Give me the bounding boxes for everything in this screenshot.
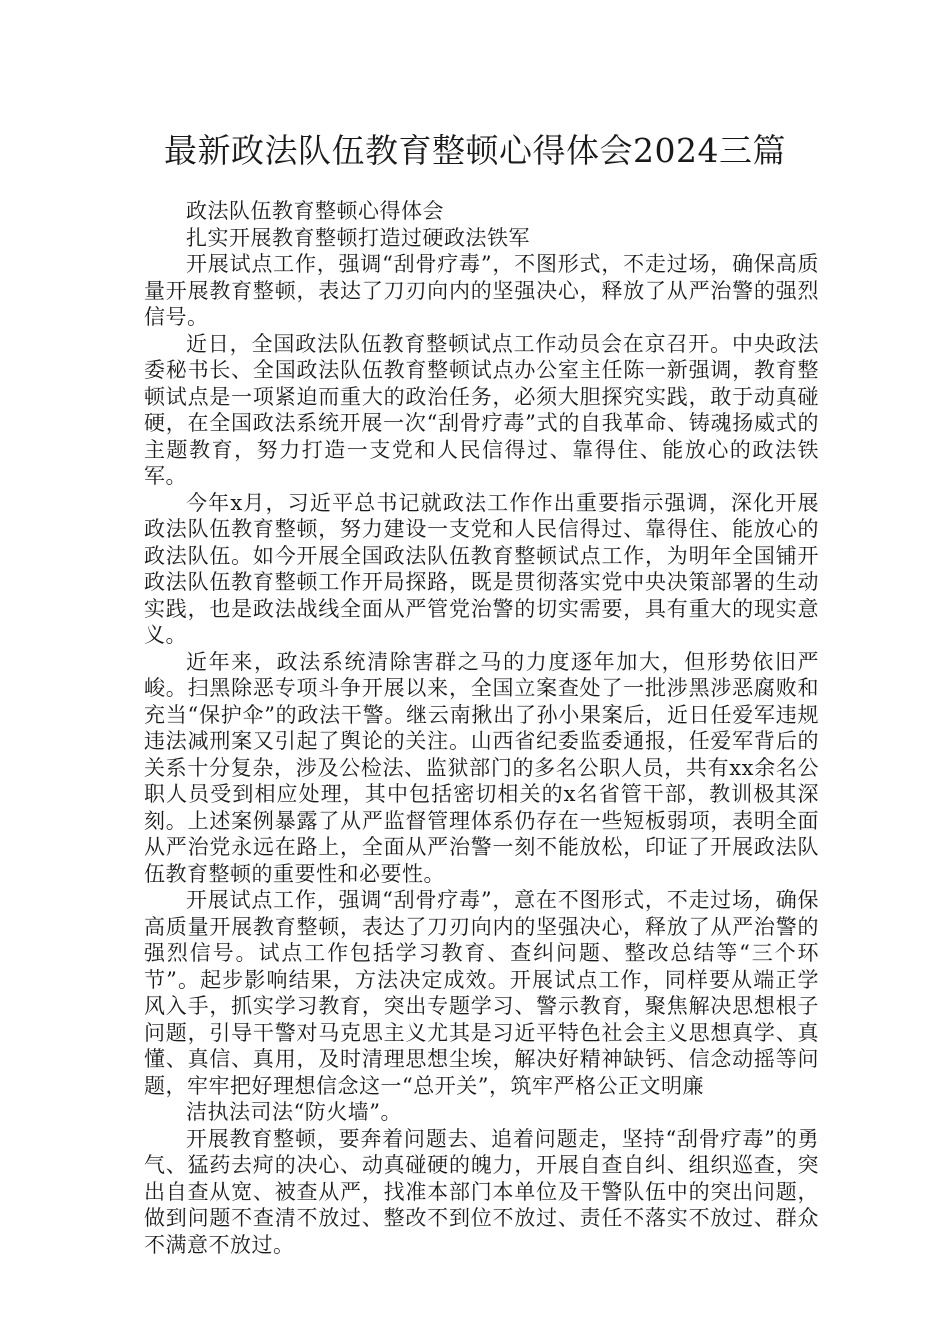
- paragraph: 近年来，政法系统清除害群之马的力度逐年加大，但形势依旧严峻。扫黑除恶专项斗争开展以来，全国立案查处了一批涉黑涉恶腐败和充当“保护伞”的政法干警。继云南揪出了孙小果案后，近日任爱军违规违法减刑案又引起了舆论的关注。山西省纪委监委通报，任爱军背后的关系十分复杂，涉及公检法、监狱部门的多名公职人员，共有xx余名公职人员受到相应处理，其中包括密切相关的x名省管干部，教训极其深刻。上述案例暴露了从严监督管理体系仍存在一些短板弱项，表明全面从严治党永远在路上，全面从严治警一刻不能放松，印证了开展政法队伍教育整顿的重要性和必要性。: [144, 649, 819, 886]
- paragraph: 洁执法司法“防火墙”。: [186, 1100, 402, 1124]
- paragraph-subheading-1: 政法队伍教育整顿心得体会: [186, 199, 444, 223]
- document-body: [144, 198, 819, 1258]
- document-title: 最新政法队伍教育整顿心得体会2024三篇: [164, 131, 786, 170]
- paragraph: 开展试点工作，强调“刮骨疗毒”，不图形式，不走过场，确保高质量开展教育整顿，表达了刀刃向内的坚强决心，释放了从严治警的强烈信号。: [144, 252, 819, 329]
- paragraph: 今年x月，习近平总书记就政法工作作出重要指示强调，深化开展政法队伍教育整顿，努力建设一支党和人民信得过、靠得住、能放心的政法队伍。如今开展全国政法队伍教育整顿试点工作，为明年全国铺开政法队伍教育整顿工作开局探路，既是贯彻落实党中央决策部署的生动实践，也是政法战线全面从严管党治警的切实需要，具有重大的现实意义。: [144, 490, 819, 647]
- paragraph: 近日，全国政法队伍教育整顿试点工作动员会在京召开。中央政法委秘书长、全国政法队伍教育整顿试点办公室主任陈一新强调，教育整顿试点是一项紧迫而重大的政治任务，必须大胆探究实践，敢于动真碰硬，在全国政法系统开展一次“刮骨疗毒”式的自我革命、铸魂扬威式的主题教育，努力打造一支党和人民信得过、靠得住、能放心的政法铁军。: [144, 331, 819, 488]
- paragraph: 开展试点工作，强调“刮骨疗毒”，意在不图形式，不走过场，确保高质量开展教育整顿，表达了刀刃向内的坚强决心，释放了从严治警的强烈信号。试点工作包括学习教育、查纠问题、整改总结等“三个环节”。起步影响结果，方法决定成效。开展试点工作，同样要从端正学风入手，抓实学习教育，突出专题学习、警示教育，聚焦解决思想根子问题，引导干警对马克思主义尤其是习近平特色社会主义思想真学、真懂、真信、真用，及时清理思想尘埃，解决好精神缺钙、信念动摇等问题，牢牢把好理想信念这一“总开关”，筑牢严格公正文明廉: [144, 888, 819, 1098]
- paragraph: 开展教育整顿，要奔着问题去、追着问题走，坚持“刮骨疗毒”的勇气、猛药去疴的决心、动真碰硬的魄力，开展自查自纠、组织巡查，突出自查从宽、被查从严，找准本部门本单位及干警队伍中的突出问题，做到问题不查清不放过、整改不到位不放过、责任不落实不放过、群众不满意不放过。: [144, 1126, 819, 1257]
- paragraph-subheading-2: 扎实开展教育整顿打造过硬政法铁军: [186, 225, 530, 250]
